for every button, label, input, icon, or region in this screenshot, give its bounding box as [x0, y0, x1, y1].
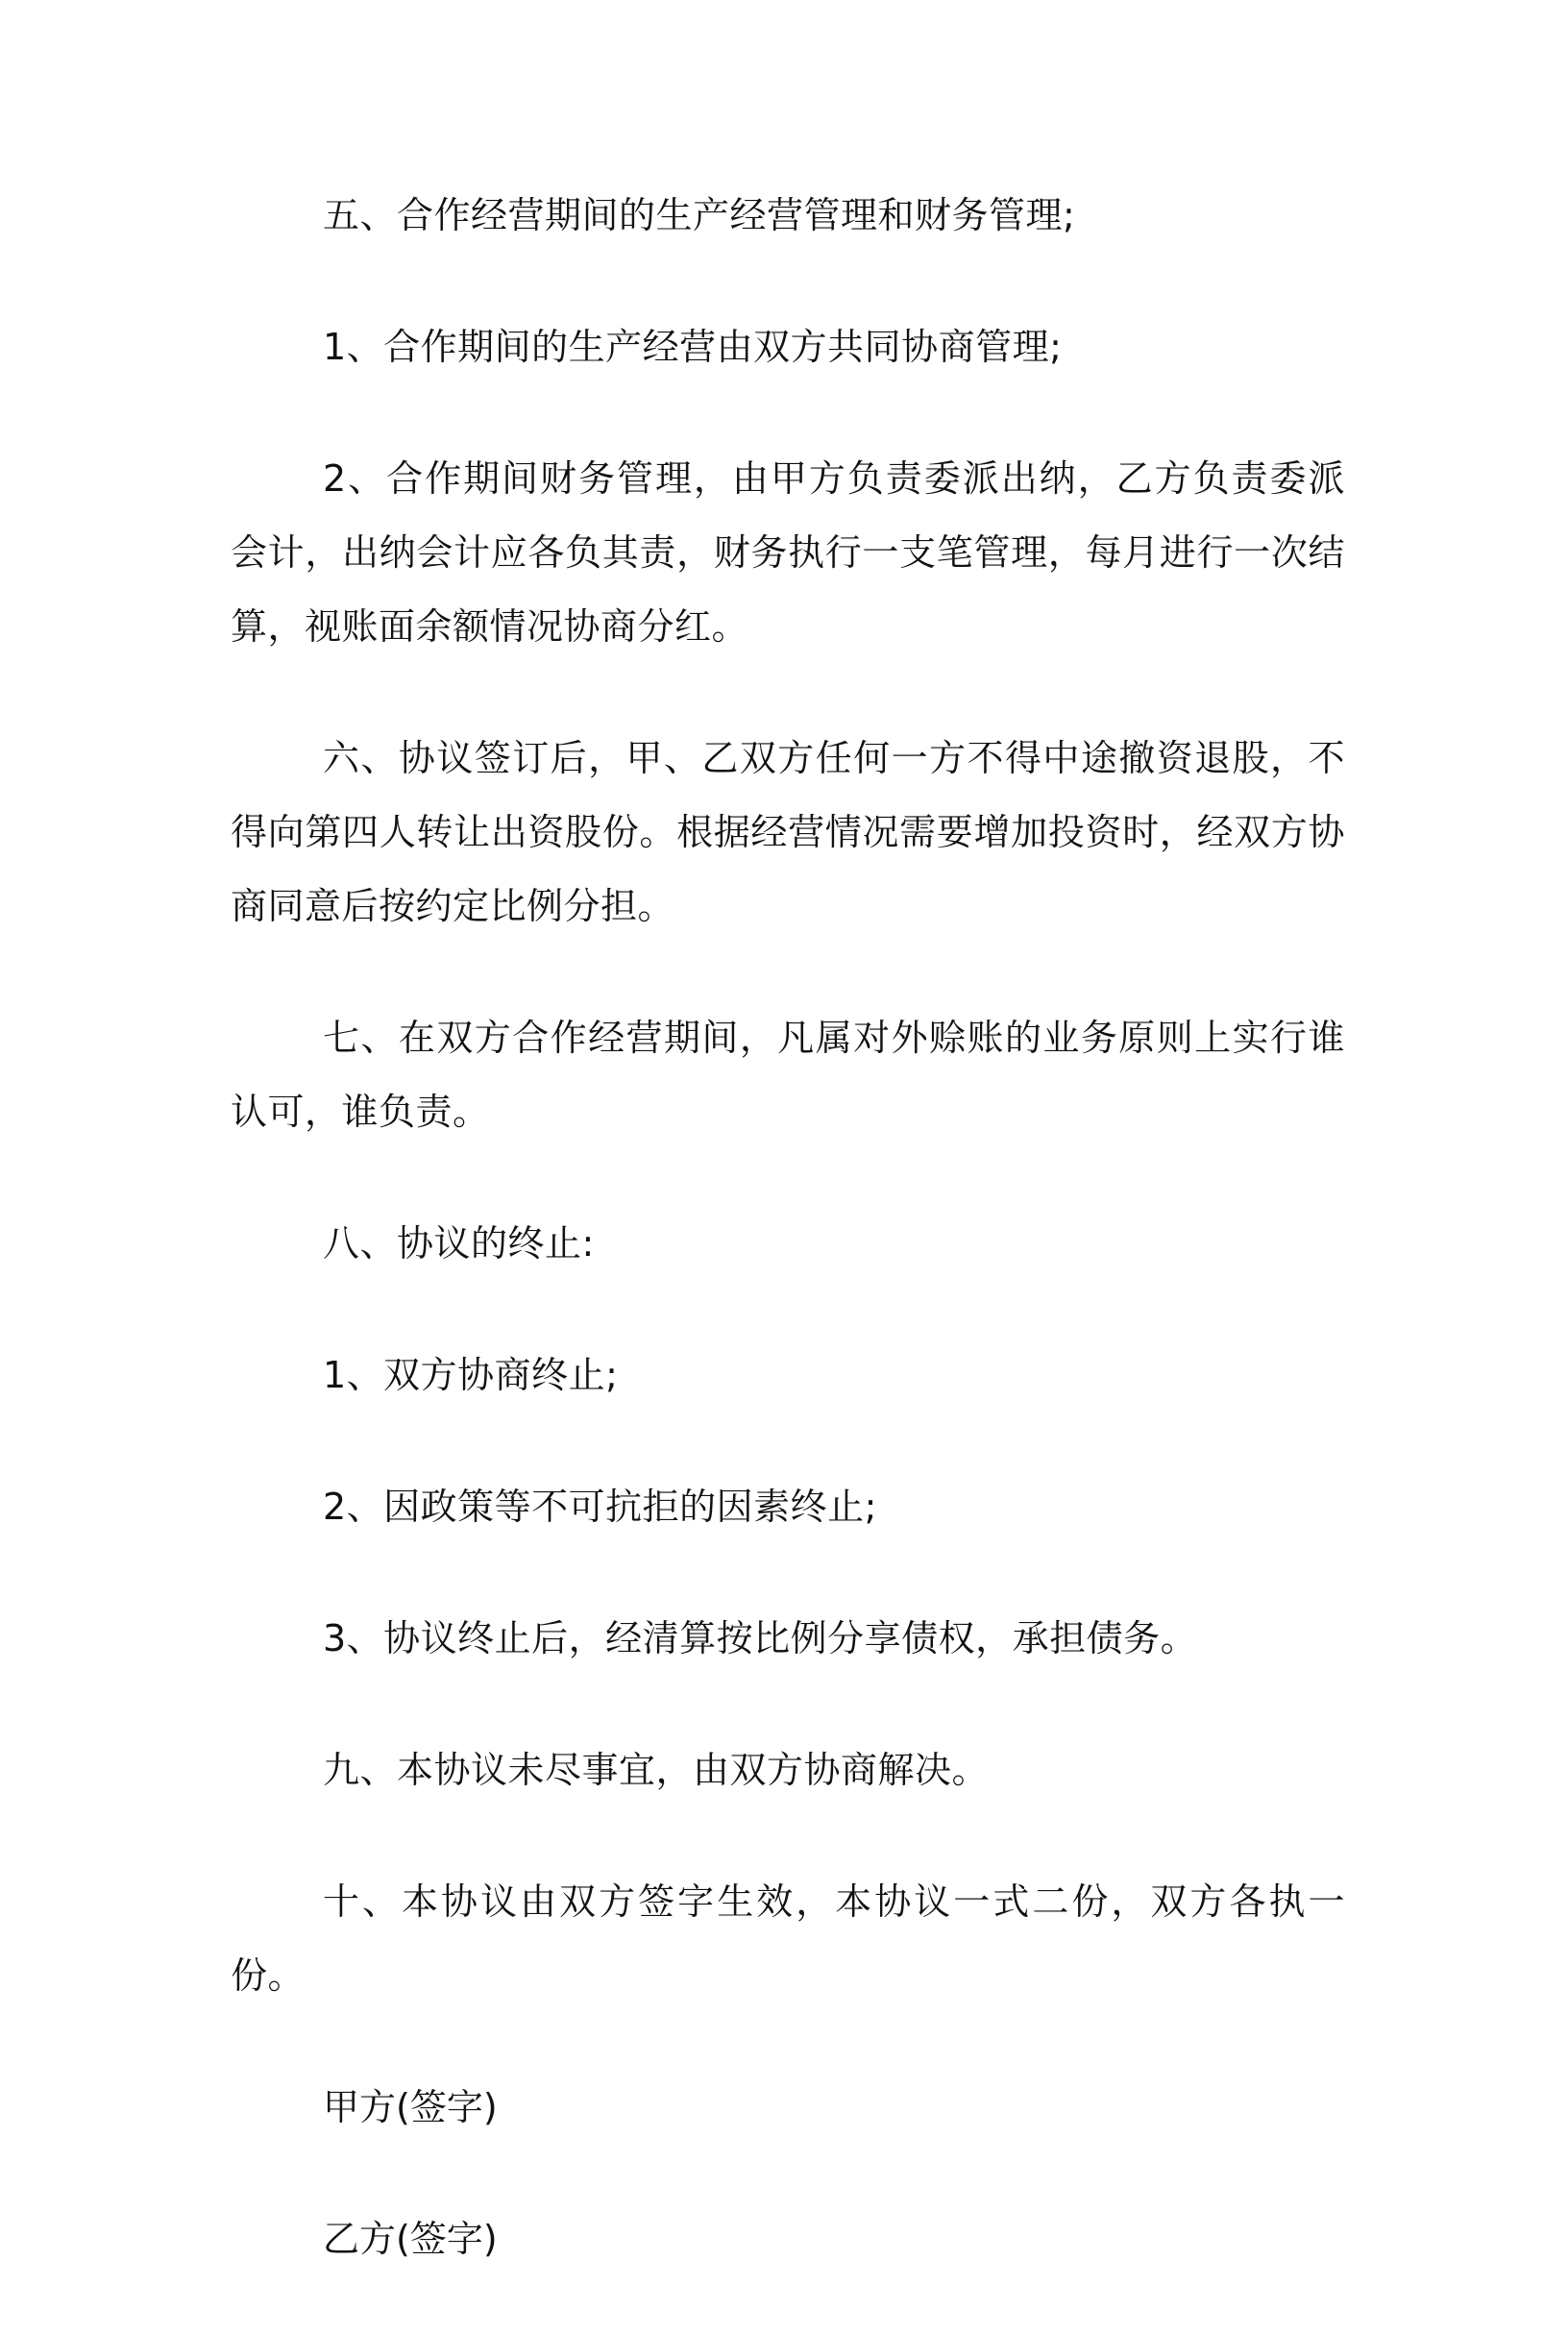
clause-6: 六、协议签订后，甲、乙双方任何一方不得中途撤资退股，不得向第四人转让出资股份。根据经营情况需要增加投资时，经双方协商同意后按约定比例分担。	[231, 737, 1345, 927]
clause-5-item-2: 2、合作期间财务管理，由甲方负责委派出纳，乙方负责委派会计，出纳会计应各负其责，财务执行一支笔管理，每月进行一次结算，视账面余额情况协商分红。	[231, 457, 1345, 648]
clause-7: 七、在双方合作经营期间，凡属对外赊账的业务原则上实行谁认可，谁负责。	[231, 1017, 1345, 1133]
clause-9: 九、本协议未尽事宜，由双方协商解决。	[323, 1749, 990, 1791]
party-b-signature: 乙方(签字)	[323, 2218, 498, 2260]
clause-10: 十、本协议由双方签字生效，本协议一式二份，双方各执一份。	[231, 1880, 1345, 1997]
party-a-signature: 甲方(签字)	[323, 2086, 498, 2128]
clause-8-item-2: 2、因政策等不可抗拒的因素终止;	[323, 1486, 877, 1528]
clause-8-item-3: 3、协议终止后，经清算按比例分享债权，承担债务。	[323, 1617, 1198, 1659]
clause-8-title: 八、协议的终止:	[323, 1222, 595, 1265]
clause-5-item-1: 1、合作期间的生产经营由双方共同协商管理;	[323, 326, 1063, 368]
clause-5-title: 五、合作经营期间的生产经营管理和财务管理;	[323, 194, 1076, 236]
document-page	[231, 179, 1345, 2334]
clause-8-item-1: 1、双方协商终止;	[323, 1354, 619, 1396]
